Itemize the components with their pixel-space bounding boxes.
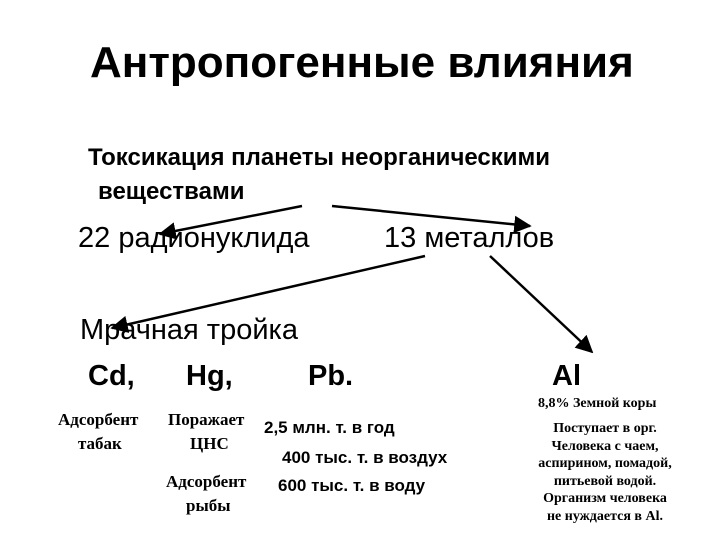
- al-note-line: аспирином, помадой,: [538, 456, 672, 471]
- page-title: Антропогенные влияния: [90, 38, 634, 87]
- subtitle-line-2: веществами: [98, 178, 245, 205]
- cd-symbol: Cd,: [88, 360, 135, 392]
- al-symbol: Al: [552, 360, 581, 392]
- al-notes-block: [505, 420, 705, 525]
- hg-note-line-2: ЦНС: [190, 434, 229, 453]
- radionuclides-label: 22 радионуклида: [78, 222, 310, 254]
- al-percent-note: 8,8% Земной коры: [538, 396, 657, 411]
- cd-note-line-2: табак: [78, 434, 122, 453]
- al-note-line: не нуждается в Al.: [546, 508, 663, 524]
- al-note-line: питьевой водой.: [553, 473, 657, 489]
- cd-note-line-1: Адсорбент: [58, 410, 139, 429]
- al-note-line: Человека с чаем,: [551, 438, 659, 454]
- metals-label: 13 металлов: [384, 222, 555, 254]
- pb-stat-air: 400 тыс. т. в воздух: [282, 448, 448, 467]
- pb-stat-water: 600 тыс. т. в воду: [278, 476, 426, 495]
- pb-fish-line-1: Адсорбент: [166, 472, 247, 491]
- al-note-line: Организм человека: [543, 491, 667, 506]
- hg-symbol: Hg,: [186, 360, 233, 392]
- pb-symbol: Pb.: [308, 360, 354, 392]
- hg-note-line-1: Поражает: [168, 410, 245, 429]
- al-note-line: Поступает в орг.: [553, 421, 657, 436]
- subtitle-line-1: Токсикация планеты неорганическими: [88, 144, 551, 171]
- pb-stat-per-year: 2,5 млн. т. в год: [264, 418, 395, 437]
- gloomy-triad-label: Мрачная тройка: [80, 314, 298, 346]
- arrow-to-al: [490, 256, 592, 352]
- pb-fish-line-2: рыбы: [186, 496, 231, 515]
